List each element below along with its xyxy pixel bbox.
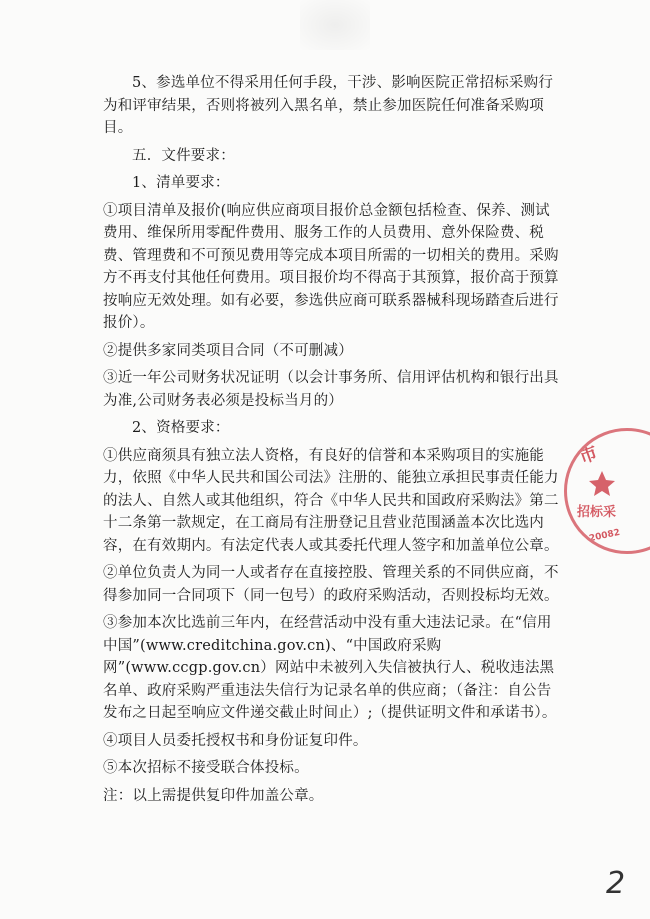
stamp-star-icon xyxy=(587,469,617,497)
item-similar-contracts: ②提供多家同类项目合同（不可删减） xyxy=(103,342,353,359)
item-authorization-letter: ④项目人员委托授权书和身份证复印件。 xyxy=(103,732,368,749)
section-heading-file-requirements: 五．文件要求： xyxy=(132,147,235,164)
stamp-digits: 20082 xyxy=(588,527,622,545)
stamp-char-middle: 招标采 xyxy=(577,505,617,520)
document-body xyxy=(103,72,563,812)
item-financial-proof: ③近一年公司财务状况证明（以会计事务所、信用评估机构和银行出具为准,公司财务表必须是投标当月的） xyxy=(103,370,559,409)
item-same-responsible-person: ②单位负责人为同一人或者存在直接控股、管理关系的不同供应商，不得参加同一合同项下（同一包号）的政府采购活动，否则投标均无效。 xyxy=(103,565,559,604)
item-legal-entity: ①供应商须具有独立法人资格，有良好的信誉和本采购项目的实施能力，依照《中华人民共和国公司法》注册的、能独立承担民事责任能力的法人、自然人或其他组织，符合《中华人民共和国政府采购法》第二十二条第一款规定，在工商局有注册登记且营业范围涵盖本次比选内容，在有效期内。有法定代表人或其委托代理人签字和加盖单位公章。 xyxy=(103,447,559,554)
item-no-violation-record: ③参加本次比选前三年内，在经营活动中没有重大违法记录。在“信用中国”(www.creditchina.gov.cn)、“中国政府采购网”(www.ccgp.gov.cn）网站中未被列入失信被执行人、税收违法黑名单、政府采购严重违法失信行为记录名单的供应商；（备注：自公告发布之日起至响应文件递交截止时间止）;（提供证明文件和承诺书）。 xyxy=(103,615,557,721)
note-copies-stamped: 注：以上需提供复印件加盖公章。 xyxy=(103,787,324,804)
show-through-mark xyxy=(300,0,370,50)
subheading-qualification-requirements: 2、资格要求： xyxy=(132,420,230,436)
page-number: 2 xyxy=(606,866,626,901)
item-no-consortium: ⑤本次招标不接受联合体投标。 xyxy=(103,760,309,776)
item-project-list-quote: ①项目清单及报价(响应供应商项目报价总金额包括检查、保养、测试费用、维保所用零配件费用、服务工作的人员费用、意外保险费、税费、管理费和不可预见费用等完成本项目所需的一切相关的费用。采购方不再支付其他任何费用。项目报价均不得高于其预算，报价高于预算按响应无效处理。如有必要，参选供应商可联系器械科现场踏查后进行报价）。 xyxy=(103,202,559,331)
stamp-char-top: 市 xyxy=(576,442,601,469)
subheading-list-requirements: 1、清单要求： xyxy=(132,175,230,191)
paragraph-clause-5: 5、参选单位不得采用任何手段，干涉、影响医院正常招标采购行为和评审结果，否则将被列入黑名单，禁止参加医院任何准备采购项目。 xyxy=(103,75,554,136)
red-seal-stamp xyxy=(564,428,650,554)
